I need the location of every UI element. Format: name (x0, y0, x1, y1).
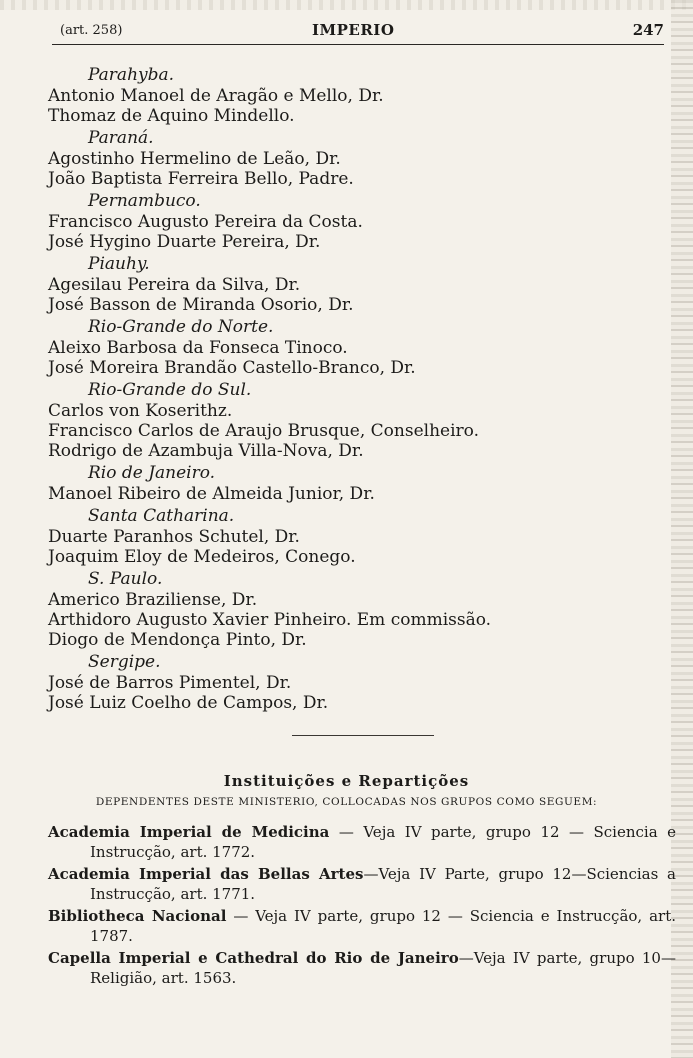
person-entry: Thomaz de Aquino Mindello. (48, 106, 295, 126)
institutions-subtitle: DEPENDENTES DESTE MINISTERIO, COLLOCADAS NOS GRUPOS COMO SEGUEM: (95, 796, 598, 808)
person-entry: João Baptista Ferreira Bello, Padre. (48, 169, 354, 189)
person-entry: José de Barros Pimentel, Dr. (48, 673, 292, 693)
person-entry: Duarte Paranhos Schutel, Dr. (48, 527, 300, 547)
institutions-list (48, 822, 676, 990)
institution-entry (48, 822, 676, 862)
province-list (48, 64, 658, 714)
person-entry: Manoel Ribeiro de Almeida Junior, Dr. (48, 484, 375, 504)
institution-name: Capella Imperial e Cathedral do Rio de Janeiro (48, 949, 459, 967)
province-heading: Piauhy. (88, 254, 150, 274)
person-entry: Arthidoro Augusto Xavier Pinheiro. Em commissão. (48, 610, 492, 630)
province-section (48, 651, 658, 713)
page-number: 247 (632, 21, 664, 39)
province-heading: Rio de Janeiro. (88, 463, 216, 483)
person-entry: Antonio Manoel de Aragão e Mello, Dr. (48, 86, 384, 106)
institution-entry (48, 864, 676, 904)
province-section (48, 316, 658, 378)
institution-entry (48, 948, 676, 988)
header-title: IMPERIO (312, 21, 395, 39)
person-entry: Aleixo Barbosa da Fonseca Tinoco. (48, 338, 348, 358)
province-section (48, 568, 658, 650)
person-entry: Agostinho Hermelino de Leão, Dr. (48, 149, 341, 169)
person-entry: Francisco Augusto Pereira da Costa. (48, 212, 363, 232)
province-heading: Pernambuco. (88, 191, 201, 211)
person-entry: Diogo de Mendonça Pinto, Dr. (48, 630, 307, 650)
institution-name: Bibliotheca Nacional (48, 907, 227, 925)
person-entry: José Moreira Brandão Castello-Branco, Dr. (48, 358, 416, 378)
province-section (48, 190, 658, 252)
province-section (48, 253, 658, 315)
province-section (48, 64, 658, 126)
person-entry: Americo Braziliense, Dr. (48, 590, 258, 610)
province-heading: S. Paulo. (88, 569, 163, 589)
province-heading: Rio-Grande do Sul. (88, 380, 252, 400)
person-entry: Agesilau Pereira da Silva, Dr. (48, 275, 301, 295)
province-section (48, 379, 658, 461)
province-heading: Parahyba. (88, 65, 175, 85)
running-header (52, 20, 664, 45)
province-section (48, 505, 658, 567)
province-section (48, 127, 658, 189)
section-divider (292, 735, 434, 736)
institution-name: Academia Imperial das Bellas Artes (48, 865, 364, 883)
person-entry: Carlos von Koserithz. (48, 401, 233, 421)
institution-reference: —Veja IV Parte, grupo 12—Sciencias a Instrucção, art. 1771. (90, 865, 676, 903)
province-section (48, 462, 658, 504)
institution-reference: — Veja IV parte, grupo 12 — Sciencia e Instrucção, art. 1772. (90, 823, 676, 861)
province-heading: Paraná. (88, 128, 154, 148)
person-entry: José Basson de Miranda Osorio, Dr. (48, 295, 354, 315)
province-heading: Santa Catharina. (88, 506, 235, 526)
institution-reference: — Veja IV parte, grupo 12 — Sciencia e Instrucção, art. 1787. (90, 907, 676, 945)
institution-entry (48, 906, 676, 946)
person-entry: José Luiz Coelho de Campos, Dr. (48, 693, 329, 713)
page-top-edge (0, 0, 693, 10)
person-entry: José Hygino Duarte Pereira, Dr. (48, 232, 321, 252)
person-entry: Rodrigo de Azambuja Villa-Nova, Dr. (48, 441, 364, 461)
institutions-title: Instituições e Repartições (223, 772, 470, 790)
person-entry: Joaquim Eloy de Medeiros, Conego. (48, 547, 356, 567)
province-heading: Sergipe. (88, 652, 161, 672)
header-article-ref: (art. 258) (60, 23, 123, 38)
person-entry: Francisco Carlos de Araujo Brusque, Conselheiro. (48, 421, 479, 441)
institution-name: Academia Imperial de Medicina (48, 823, 330, 841)
institution-reference: —Veja IV parte, grupo 10—Religião, art. 1563. (90, 949, 676, 987)
province-heading: Rio-Grande do Norte. (88, 317, 274, 337)
